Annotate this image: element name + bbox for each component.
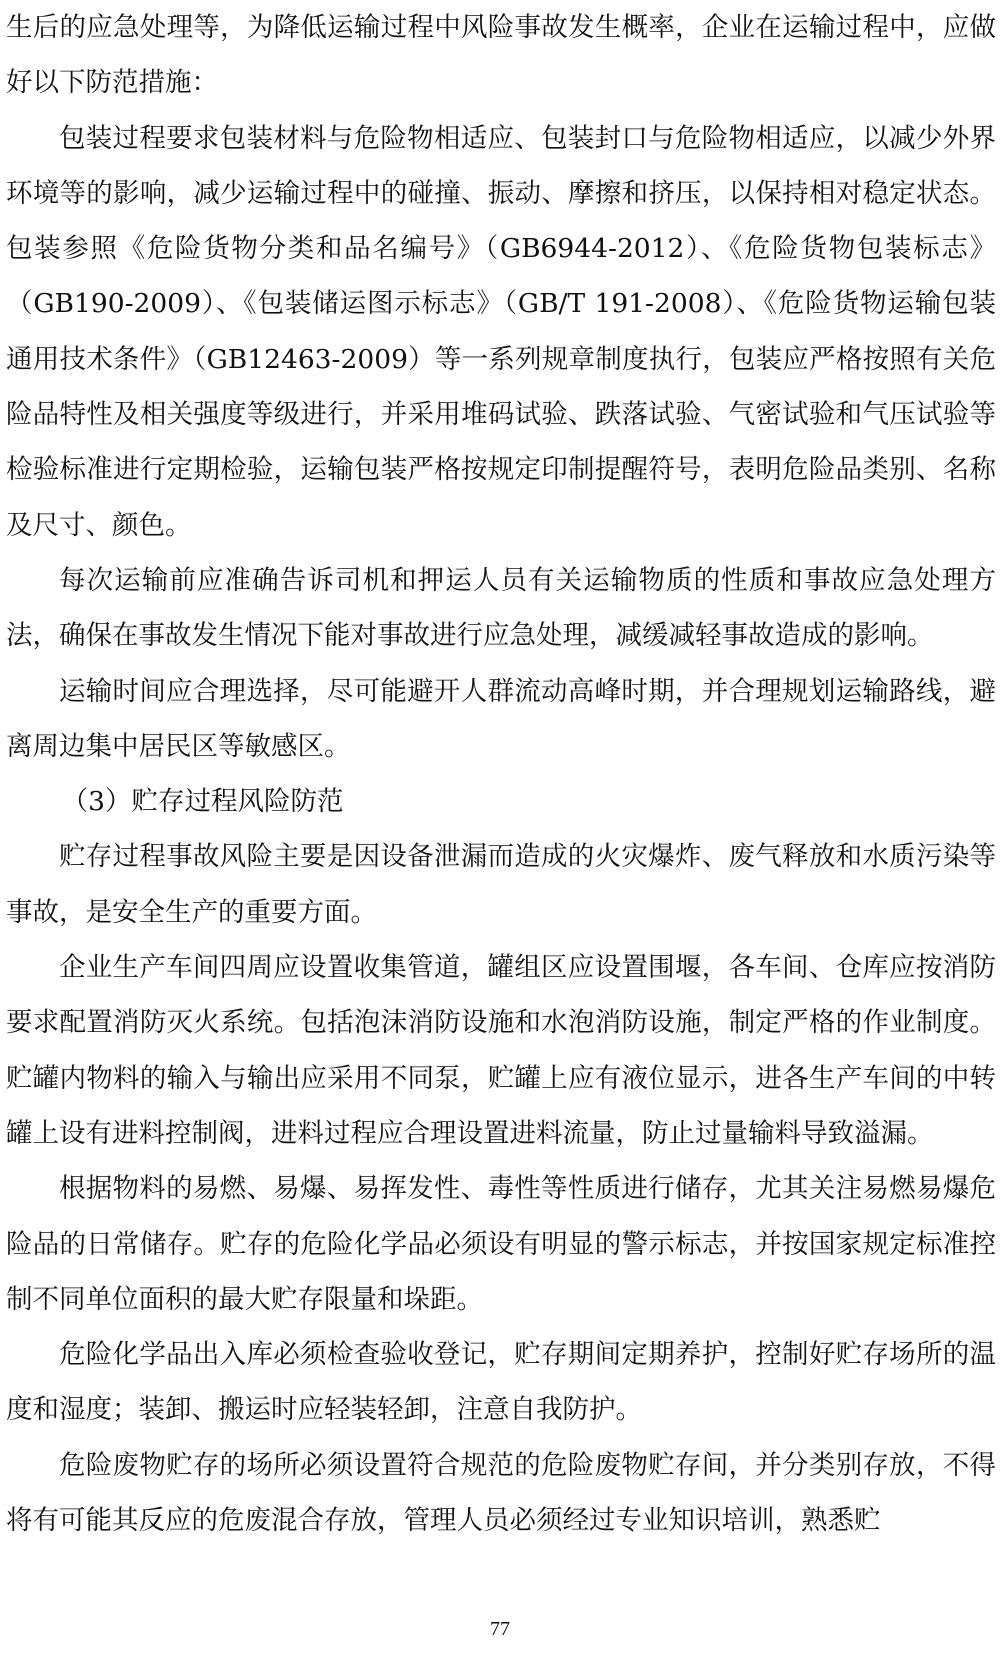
body-text bbox=[6, 0, 996, 1548]
page-number: 77 bbox=[490, 1618, 510, 1640]
paragraph-material-storage: 根据物料的易燃、易爆、易挥发性、毒性等性质进行储存，尤其关注易燃易爆危险品的日常储存。贮存的危险化学品必须设有明显的警示标志，并按国家规定标准控制不同单位面积的最大贮存限量和垛距。 bbox=[6, 1173, 996, 1315]
paragraph-continuation: 生后的应急处理等，为降低运输过程中风险事故发生概率，企业在运输过程中，应做好以下防范措施： bbox=[6, 12, 996, 99]
section-heading-storage: （3）贮存过程风险防范 bbox=[61, 786, 344, 818]
paragraph-packaging: 包装过程要求包装材料与危险物相适应、包装封口与危险物相适应，以减少外界环境等的影响，减少运输过程中的碰撞、振动、摩擦和挤压，以保持相对稳定状态。包装参照《危险货物分类和品名编号》（GB6944-2012）、《危险货物包装标志》（GB190-2009）、《包装储运图示标志》（GB/T 191-2008）、《危险货物运输包装通用技术条件》（GB12463-2009）等一系列规章制度执行，包装应严格按照有关危险品特性及相关强度等级进行，并采用堆码试验、跌落试验、气密试验和气压试验等检验标准进行定期检验，运输包装严格按规定印制提醒符号，表明危险品类别、名称及尺寸、颜色。 bbox=[6, 122, 996, 541]
paragraph-hazardous-waste: 危险废物贮存的场所必须设置符合规范的危险废物贮存间，并分类别存放，不得将有可能其反应的危废混合存放，管理人员必须经过专业知识培训，熟悉贮 bbox=[6, 1449, 996, 1537]
paragraph-driver-briefing: 每次运输前应准确告诉司机和押运人员有关运输物质的性质和事故应急处理方法，确保在事故发生情况下能对事故进行应急处理，减缓减轻事故造成的影响。 bbox=[6, 564, 996, 652]
paragraph-storage-risk: 贮存过程事故风险主要是因设备泄漏而造成的火灾爆炸、废气释放和水质污染等事故，是安全生产的重要方面。 bbox=[6, 841, 996, 928]
paragraph-workshop-facilities: 企业生产车间四周应设置收集管道，罐组区应设置围堰，各车间、仓库应按消防要求配置消防灭火系统。包括泡沫消防设施和水泡消防设施，制定严格的作业制度。贮罐内物料的输入与输出应采用不同泵，贮罐上应有液位显示，进各生产车间的中转罐上设有进料控制阀，进料过程应合理设置进料流量，防止过量输料导致溢漏。 bbox=[6, 952, 996, 1149]
paragraph-transport-time: 运输时间应合理选择，尽可能避开人群流动高峰时期，并合理规划运输路线，避离周边集中居民区等敏感区。 bbox=[6, 675, 996, 762]
paragraph-warehouse-inspection: 危险化学品出入库必须检查验收登记，贮存期间定期养护，控制好贮存场所的温度和湿度；装卸、搬运时应轻装轻卸，注意自我防护。 bbox=[6, 1339, 996, 1426]
